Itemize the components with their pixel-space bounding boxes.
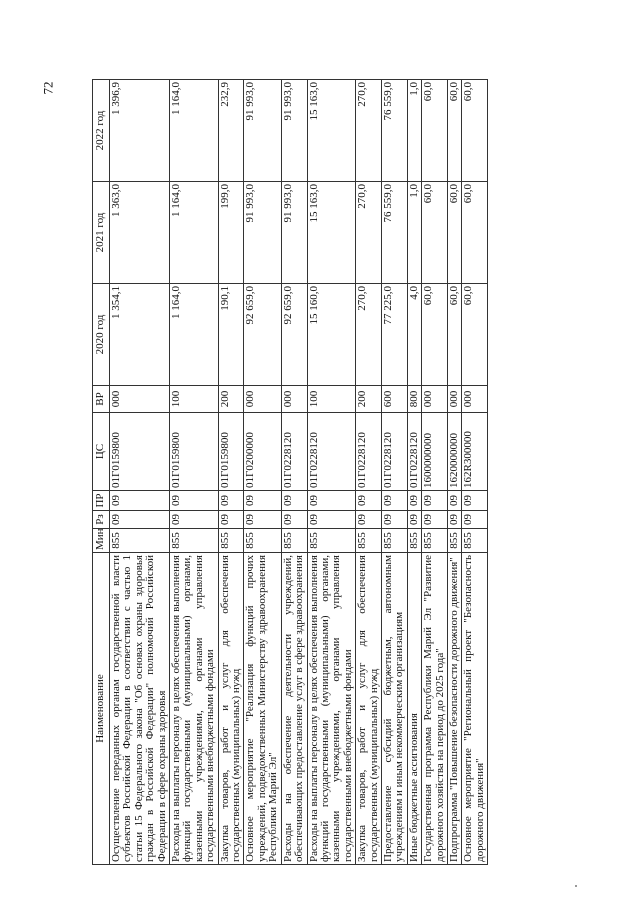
row-name: Осуществление переданных органам государственной власти субъектов Российской Федерации в соответствии с частью 1 статьи 15 Федерального закона "Об основах охраны здоровья граждан в Российской Федерации" полномочий Российской Федерации в сфере охраны здоровья [110,553,170,865]
table-row [110,80,170,865]
row-2021: 199,0 [218,182,244,284]
header-min: Мин [93,529,110,553]
row-vr: 000 [244,386,281,413]
row-cs: 01Г0228120 [307,413,356,491]
row-cs: 01Г0159800 [110,413,170,491]
row-2022: 232,9 [218,80,244,182]
row-2021: 60,0 [422,182,448,284]
row-name: Предоставление субсидий бюджетным, автономным учреждениям и иным некоммерческим организациям [381,553,407,865]
row-cs: 01Г0200000 [244,413,281,491]
row-pr: 09 [281,491,307,511]
row-2020: 15 160,0 [307,284,356,386]
row-2021: 1 363,0 [110,182,170,284]
row-2020: 190,1 [218,284,244,386]
row-2022: 60,0 [447,80,461,182]
row-2021: 1,0 [407,182,421,284]
row-vr: 000 [110,386,170,413]
header-vr: ВР [93,386,110,413]
table-row [422,80,448,865]
row-name: Закупка товаров, работ и услуг для обеспечения государственных (муниципальных) нужд [356,553,382,865]
row-pr: 09 [307,491,356,511]
table-row [447,80,461,865]
row-2021: 1 164,0 [170,182,219,284]
row-min: 855 [407,529,421,553]
row-2022: 60,0 [422,80,448,182]
header-2020: 2020 год [93,284,110,386]
row-2022: 76 559,0 [381,80,407,182]
header-cs: ЦС [93,413,110,491]
row-2022: 1 164,0 [170,80,219,182]
row-name: Закупка товаров, работ и услуг для обеспечения государственных (муниципальных) нужд [218,553,244,865]
row-2020: 92 659,0 [281,284,307,386]
row-min: 855 [422,529,448,553]
page-number: 72 [40,81,56,95]
row-2022: 270,0 [356,80,382,182]
row-min: 855 [244,529,281,553]
row-name: Расходы на обеспечение деятельности учреждений, обеспечивающих предоставление услуг в сфере здравоохранения [281,553,307,865]
table-row [307,80,356,865]
table-row [281,80,307,865]
row-pr: 09 [110,491,170,511]
row-cs: 01Г0228120 [356,413,382,491]
table-row [244,80,281,865]
row-2021: 91 993,0 [244,182,281,284]
row-2020: 4,0 [407,284,421,386]
table-row [462,80,488,865]
row-pr: 09 [407,491,421,511]
row-name: Основное мероприятие "Региональный проект "Безопасность дорожного движения" [462,553,488,865]
row-rz: 09 [307,511,356,529]
row-2020: 77 225,0 [381,284,407,386]
scan-speck [575,885,577,887]
row-cs: 1600000000 [422,413,448,491]
table-row [218,80,244,865]
row-min: 855 [447,529,461,553]
row-vr: 200 [356,386,382,413]
row-rz: 09 [422,511,448,529]
budget-table [92,79,488,865]
row-vr: 000 [447,386,461,413]
row-cs: 162R300000 [462,413,488,491]
budget-table-rotated [92,80,562,865]
row-name: Подпрограмма "Повышение безопасности дорожного движения" [447,553,461,865]
row-2020: 60,0 [422,284,448,386]
row-rz: 09 [407,511,421,529]
table-header-row [93,80,110,865]
table-row [170,80,219,865]
row-cs: 1620000000 [447,413,461,491]
row-vr: 200 [218,386,244,413]
row-pr: 09 [170,491,219,511]
header-pr: ПР [93,491,110,511]
row-vr: 600 [381,386,407,413]
row-2020: 60,0 [462,284,488,386]
row-rz: 09 [356,511,382,529]
header-name: Наименование [93,553,110,865]
row-rz: 09 [447,511,461,529]
row-2020: 270,0 [356,284,382,386]
row-2022: 1,0 [407,80,421,182]
row-2022: 1 396,9 [110,80,170,182]
row-pr: 09 [422,491,448,511]
row-name: Расходы на выплаты персоналу в целях обеспечения выполнения функций государственными (муниципальными) органами, казенными учреждениями, органами управления государственными внебюджетными фондами [170,553,219,865]
row-2022: 60,0 [462,80,488,182]
row-min: 855 [381,529,407,553]
row-2021: 270,0 [356,182,382,284]
row-rz: 09 [110,511,170,529]
table-row [407,80,421,865]
row-vr: 800 [407,386,421,413]
row-2021: 60,0 [447,182,461,284]
row-min: 855 [218,529,244,553]
row-pr: 09 [447,491,461,511]
row-2020: 92 659,0 [244,284,281,386]
row-rz: 09 [462,511,488,529]
table-row [356,80,382,865]
row-rz: 09 [244,511,281,529]
row-vr: 100 [170,386,219,413]
row-2020: 1 354,1 [110,284,170,386]
row-2021: 15 163,0 [307,182,356,284]
row-pr: 09 [356,491,382,511]
row-2021: 76 559,0 [381,182,407,284]
row-2022: 15 163,0 [307,80,356,182]
row-pr: 09 [381,491,407,511]
row-name: Государственная программа Республики Марий Эл "Развитие дорожного хозяйства на период до 2025 года" [422,553,448,865]
row-2022: 91 993,0 [244,80,281,182]
row-min: 855 [110,529,170,553]
header-2022: 2022 год [93,80,110,182]
row-2022: 91 993,0 [281,80,307,182]
row-rz: 09 [218,511,244,529]
row-2020: 1 164,0 [170,284,219,386]
row-pr: 09 [244,491,281,511]
row-cs: 01Г0228120 [281,413,307,491]
row-rz: 09 [281,511,307,529]
row-cs: 01Г0228120 [407,413,421,491]
header-rz: Рз [93,511,110,529]
row-pr: 09 [218,491,244,511]
row-min: 855 [170,529,219,553]
row-cs: 01Г0159800 [170,413,219,491]
row-min: 855 [462,529,488,553]
row-min: 855 [307,529,356,553]
row-min: 855 [281,529,307,553]
row-vr: 000 [281,386,307,413]
row-2021: 60,0 [462,182,488,284]
row-min: 855 [356,529,382,553]
row-rz: 09 [381,511,407,529]
row-cs: 01Г0159800 [218,413,244,491]
row-vr: 000 [462,386,488,413]
row-2021: 91 993,0 [281,182,307,284]
row-vr: 100 [307,386,356,413]
row-pr: 09 [462,491,488,511]
row-vr: 000 [422,386,448,413]
row-cs: 01Г0228120 [381,413,407,491]
row-name: Расходы на выплаты персоналу в целях обеспечения выполнения функций государственными (муниципальными) органами, казенными учреждениями, органами управления государственными внебюджетными фондами [307,553,356,865]
row-rz: 09 [170,511,219,529]
row-name: Иные бюджетные ассигнования [407,553,421,865]
table-row [381,80,407,865]
row-2020: 60,0 [447,284,461,386]
row-name: Основное мероприятие "Реализация функций прочих учреждений, подведомственных Министерству здравоохранения Республики Марий Эл" [244,553,281,865]
header-2021: 2021 год [93,182,110,284]
